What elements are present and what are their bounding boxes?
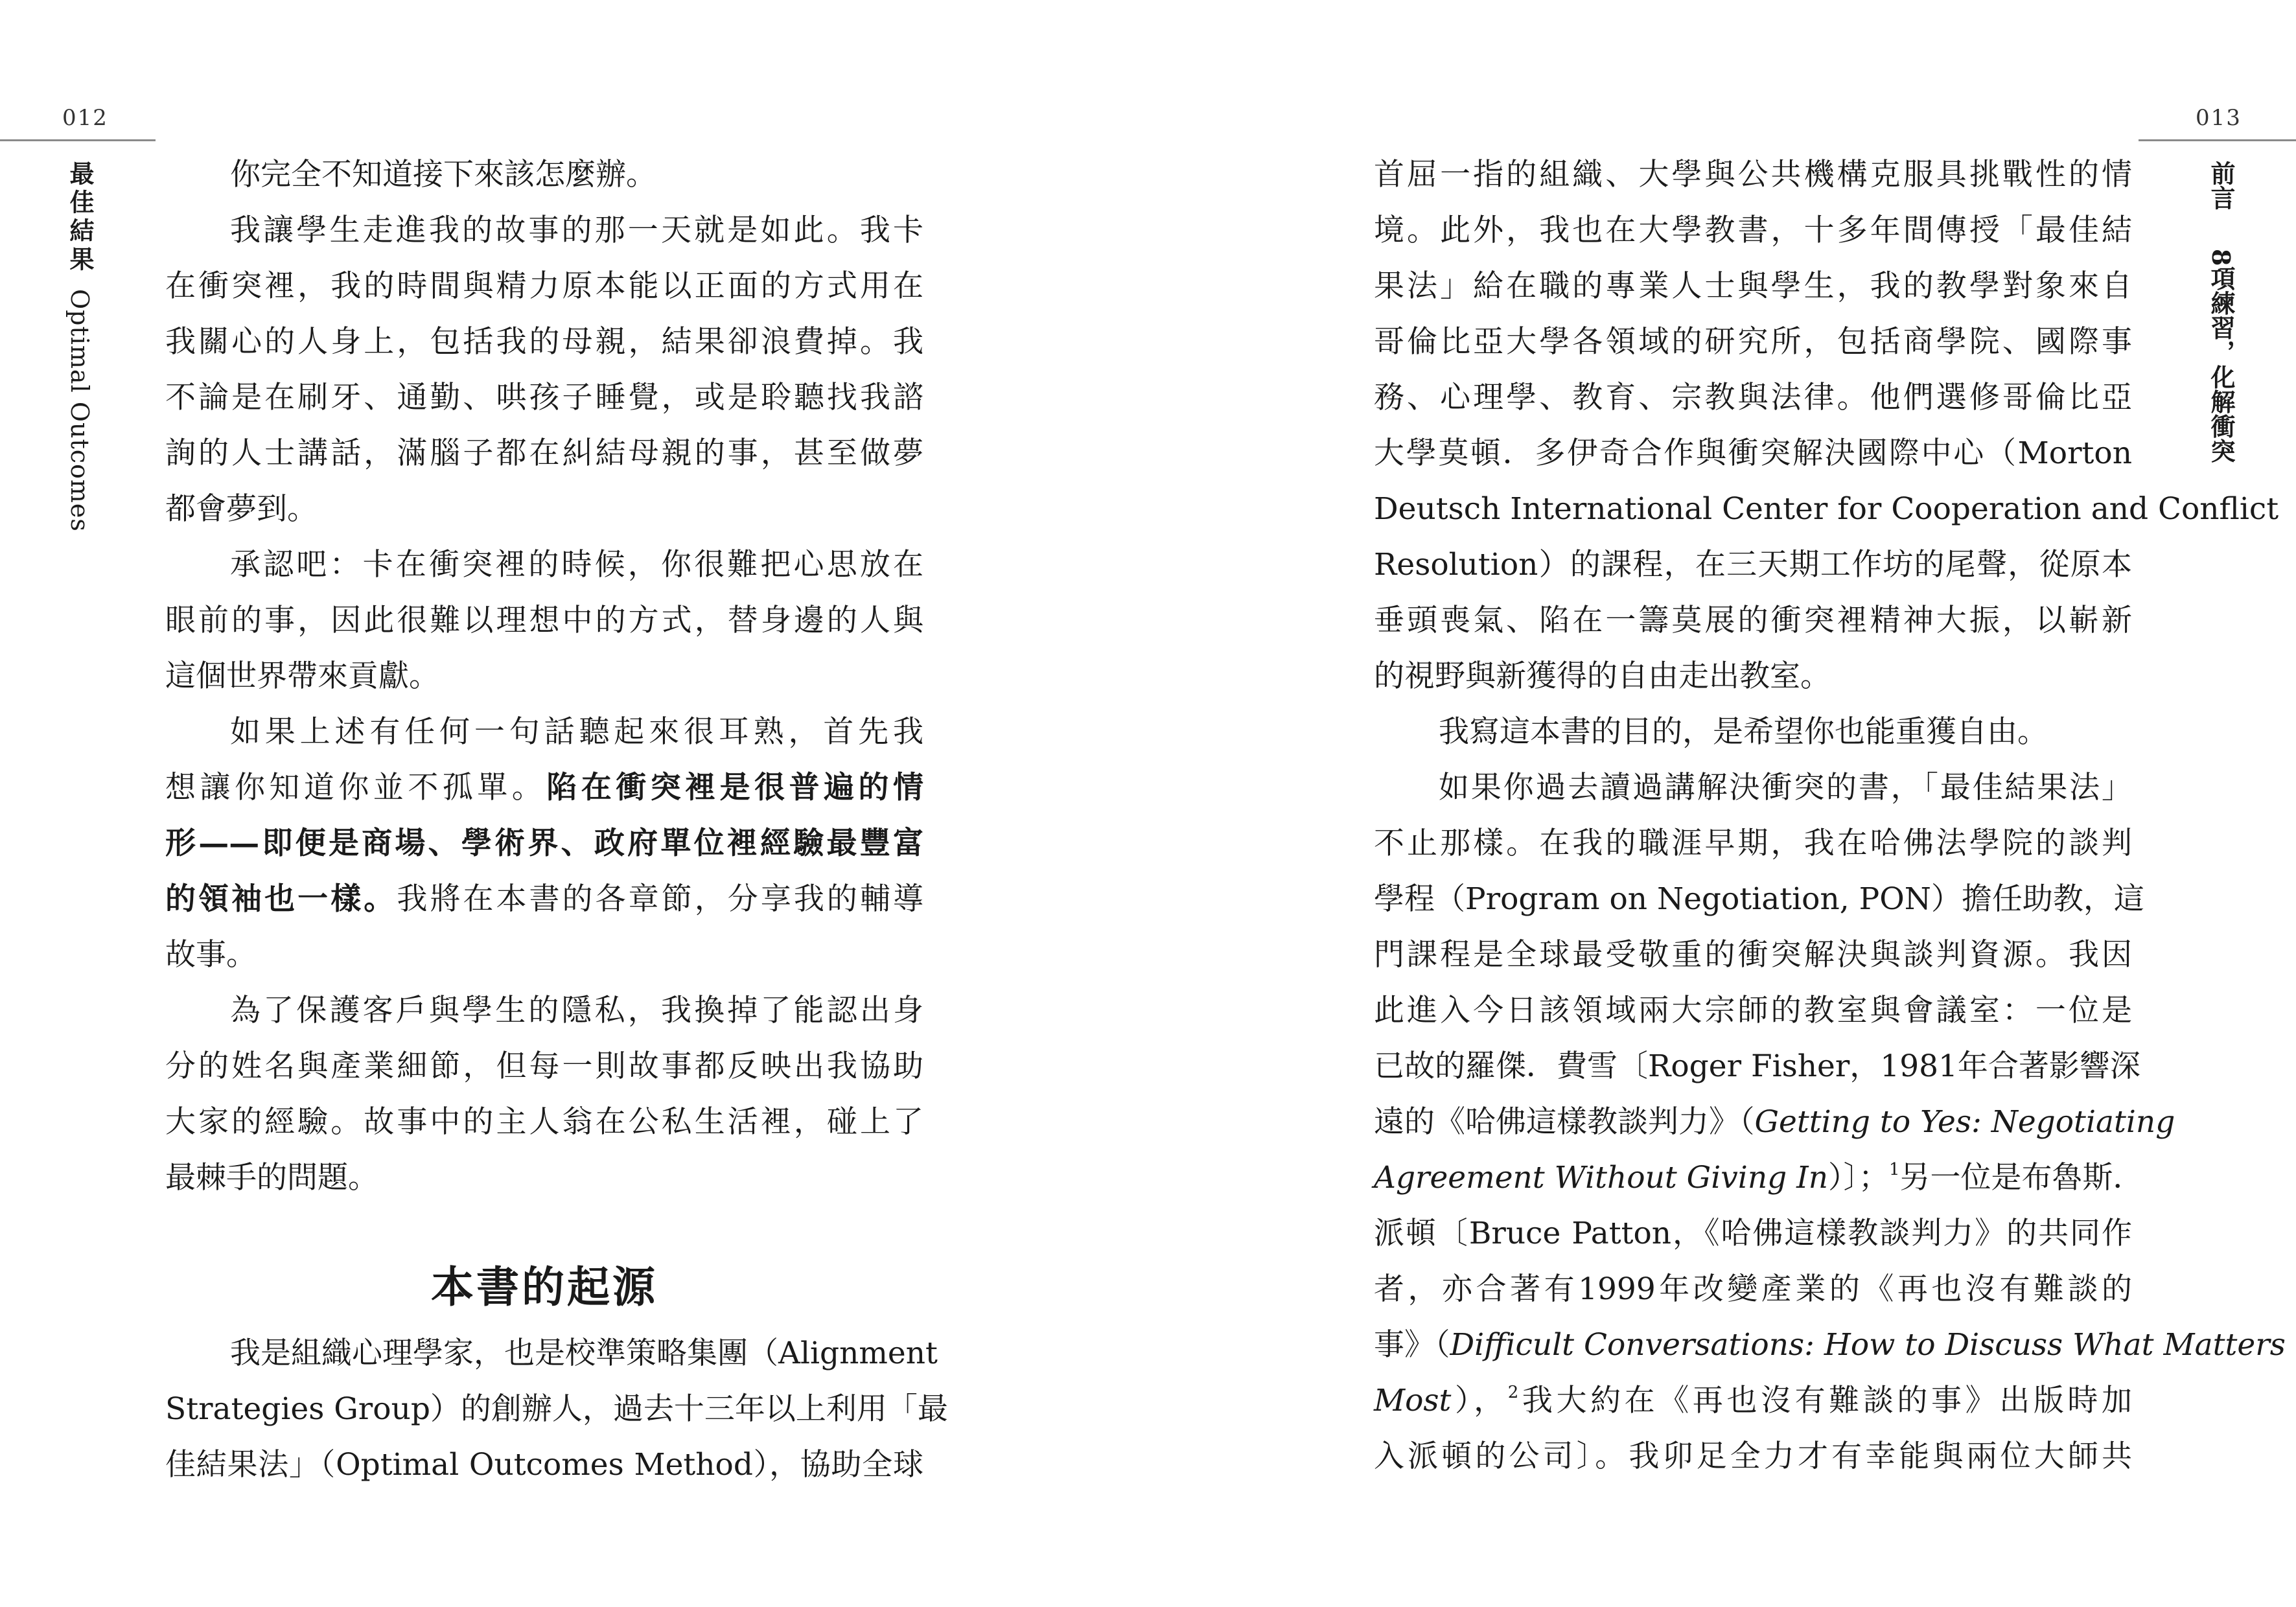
body-line-bold (165, 816, 923, 872)
left-running-head (62, 161, 98, 532)
body-line: 入派頓的公司〕。我卯足全力才有幸能與兩位大師共 (1374, 1439, 2132, 1474)
body-line: 首屈一指的組織、大學與公共機構克服具挑戰性的情 (1374, 157, 2132, 192)
body-line: 門課程是全球最受敬重的衝突解決與談判資源。我因 (1374, 937, 2132, 973)
body-line: 我讓學生走進我的故事的那一天就是如此。我卡 (230, 213, 923, 248)
body-line: 我關心的人身上，包括我的母親，結果卻浪費掉。我 (165, 324, 923, 360)
body-line: 大學莫頓．多伊奇合作與衝突解決國際中心（Morton (1374, 435, 2132, 471)
body-line: 為了保護客戶與學生的隱私，我換掉了能認出身 (230, 993, 923, 1028)
body-line: 不論是在刷牙、通勤、哄孩子睡覺，或是聆聽找我諮 (165, 380, 923, 415)
body-line: 都會夢到。 (165, 491, 318, 527)
running-head-title-zh: 最佳結果 (65, 161, 95, 275)
body-text: ）〕； (1827, 1160, 1889, 1196)
body-line: Deutsch International Center for Cooperation and Conflict (1374, 491, 2279, 527)
body-line: 在衝突裡，我的時間與精力原本能以正面的方式用在 (165, 268, 923, 304)
body-text: 另一位是布魯斯． (1899, 1160, 2144, 1196)
body-line-mixed (165, 760, 923, 816)
book-title-italic: Getting to Yes: Negotiating (1754, 1104, 2175, 1140)
body-text: 遠的《哈佛這樣教談判力》（ (1374, 1104, 1755, 1140)
body-line: 最棘手的問題。 (165, 1160, 378, 1196)
section-heading: 本書的起源 (431, 1262, 658, 1312)
running-head-chapter: 前言 (2207, 161, 2236, 210)
body-line: 的視野與新獲得的自由走出教室。 (1374, 658, 1831, 694)
body-line: 我是組織心理學家，也是校準策略集團（Alignment (230, 1335, 938, 1371)
bold-emphasis: 形——即便是商場、學術界、政府單位裡經驗最豐富 (165, 826, 923, 861)
left-header-rule (0, 139, 156, 141)
body-text: ）， (1451, 1383, 1508, 1418)
body-line: 故事。 (165, 937, 257, 973)
body-line: Resolution）的課程，在三天期工作坊的尾聲，從原本 (1374, 547, 2132, 583)
body-text: 我將在本書的各章節，分享我的輔導 (397, 881, 924, 917)
body-line: 務、心理學、教育、宗教與法律。他們選修哥倫比亞 (1374, 380, 2132, 415)
running-head-subtitle: 8項練習，化解衝突 (2207, 249, 2236, 463)
book-title-italic: Agreement Without Giving In (1374, 1160, 1828, 1196)
right-page-number: 013 (2196, 105, 2242, 131)
body-line: 垂頭喪氣、陷在一籌莫展的衝突裡精神大振，以嶄新 (1374, 603, 2132, 638)
body-line-mixed (1374, 1094, 2175, 1150)
body-line: 派頓〔Bruce Patton，《哈佛這樣教談判力》的共同作 (1374, 1216, 2132, 1251)
bold-emphasis: 的領袖也一樣。 (165, 881, 397, 917)
right-header-rule (2139, 139, 2296, 141)
right-running-head (2203, 161, 2239, 463)
running-head-title-en: Optimal Outcomes (65, 289, 94, 532)
book-title-italic: Most (1374, 1383, 1452, 1418)
body-line: 我寫這本書的目的，是希望你也能重獲自由。 (1439, 714, 2048, 750)
body-text: 事》（ (1374, 1327, 1450, 1363)
body-line: 果法」給在職的專業人士與學生，我的教學對象來自 (1374, 268, 2132, 304)
body-line: 此進入今日該領域兩大宗師的教室與會議室：一位是 (1374, 993, 2132, 1028)
body-line: 已故的羅傑．費雪〔Roger Fisher，1981年合著影響深 (1374, 1048, 2140, 1084)
body-line: 不止那樣。在我的職涯早期，我在哈佛法學院的談判 (1374, 826, 2132, 861)
body-line: 如果你過去讀過講解決衝突的書，「最佳結果法」 (1439, 770, 2132, 805)
footnote-marker[interactable]: 1 (1888, 1160, 1900, 1179)
body-line: 大家的經驗。故事中的主人翁在公私生活裡，碰上了 (165, 1104, 923, 1140)
section-spacer (165, 1206, 923, 1238)
body-text: 想讓你知道你並不孤單。 (165, 770, 547, 805)
body-line: Strategies Group）的創辦人，過去十三年以上利用「最 (165, 1391, 948, 1427)
body-line: 詢的人士講話，滿腦子都在糾結母親的事，甚至做夢 (165, 435, 923, 471)
book-title-italic: Difficult Conversations: How to Discuss What Matters (1450, 1327, 2286, 1363)
body-line: 境。此外，我也在大學教書，十多年間傳授「最佳結 (1374, 213, 2132, 248)
body-line-mixed (165, 872, 923, 927)
body-line: 學程（Program on Negotiation, PON）擔任助教，這 (1374, 881, 2144, 917)
left-page-number: 012 (62, 105, 108, 131)
body-text: 我大約在《再也沒有難談的事》出版時加 (1518, 1383, 2133, 1418)
left-page-body (165, 147, 948, 1493)
body-line: 者，亦合著有1999年改變產業的《再也沒有難談的 (1374, 1271, 2132, 1307)
footnote-marker[interactable]: 2 (1507, 1383, 1519, 1402)
body-line: 你完全不知道接下來該怎麼辦。 (230, 157, 656, 192)
body-line: 佳結果法」（Optimal Outcomes Method），協助全球 (165, 1447, 923, 1483)
body-line-mixed (1374, 1317, 2286, 1373)
body-line: 承認吧：卡在衝突裡的時候，你很難把心思放在 (230, 547, 923, 583)
body-line: 這個世界帶來貢獻。 (165, 658, 439, 694)
body-line-mixed (1374, 1373, 2132, 1429)
body-line: 分的姓名與產業細節，但每一則故事都反映出我協助 (165, 1048, 923, 1084)
body-line: 眼前的事，因此很難以理想中的方式，替身邊的人與 (165, 603, 923, 638)
body-line: 如果上述有任何一句話聽起來很耳熟，首先我 (230, 714, 923, 750)
body-line-mixed (1374, 1150, 2144, 1206)
bold-emphasis: 陷在衝突裡是很普遍的情 (546, 770, 924, 805)
body-line: 哥倫比亞大學各領域的研究所，包括商學院、國際事 (1374, 324, 2132, 360)
